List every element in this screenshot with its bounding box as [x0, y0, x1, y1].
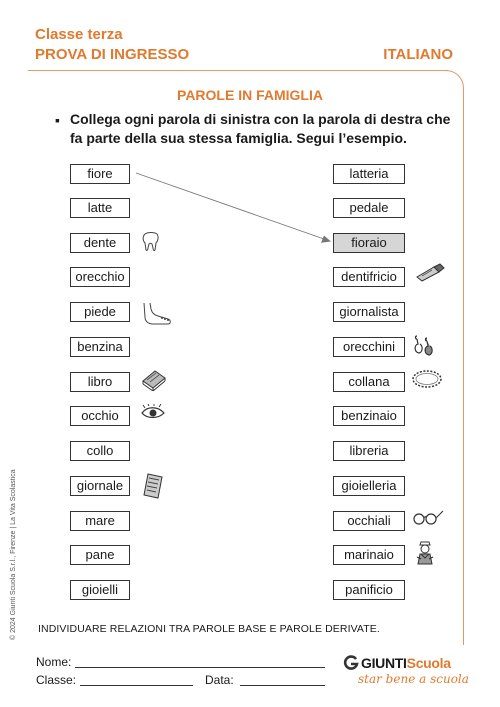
class-label: Classe terza — [35, 26, 123, 43]
right-word-box[interactable]: marinaio — [333, 545, 405, 565]
left-word-box[interactable]: gioielli — [70, 580, 130, 600]
glasses-icon — [411, 508, 445, 526]
right-word-box[interactable]: occhiali — [333, 511, 405, 531]
left-word-box[interactable]: occhio — [70, 406, 130, 426]
class-field-label: Classe: — [36, 673, 77, 687]
books-icon — [141, 369, 167, 391]
right-word-box[interactable]: collana — [333, 372, 405, 392]
eye-icon — [141, 404, 165, 422]
right-word-box[interactable]: libreria — [333, 441, 405, 461]
date-label: Data: — [205, 673, 234, 687]
necklace-icon — [410, 369, 444, 391]
toothpaste-icon — [414, 263, 446, 283]
newspaper-icon — [142, 473, 164, 499]
right-word-box[interactable]: latteria — [333, 164, 405, 184]
brand-logo — [361, 655, 451, 671]
instruction-text: Collega ogni parola di sinistra con la parola di destra che fa parte della sua stessa famiglia. Segui l’esempio. — [70, 111, 451, 146]
left-word-box[interactable]: latte — [70, 198, 130, 218]
class-field[interactable] — [80, 685, 193, 686]
right-word-box[interactable]: pedale — [333, 198, 405, 218]
earrings-icon — [412, 334, 436, 358]
brand-tagline: star bene a scuola — [358, 672, 469, 686]
section-title: PAROLE IN FAMIGLIA — [177, 87, 323, 103]
foot-icon — [140, 301, 172, 327]
left-word-box[interactable]: collo — [70, 441, 130, 461]
right-word-box[interactable]: benzinaio — [333, 406, 405, 426]
name-label: Nome: — [36, 655, 72, 669]
tooth-icon — [142, 232, 160, 252]
copyright-text: © 2024 Giunti Scuola S.r.l., Firenze | La Vita Scolastica — [10, 469, 17, 640]
right-word-box[interactable]: orecchini — [333, 337, 405, 357]
right-word-box[interactable]: giornalista — [333, 302, 405, 322]
name-field[interactable] — [75, 667, 325, 668]
date-field[interactable] — [240, 685, 325, 686]
instruction-bullet: ▪ — [55, 112, 60, 128]
left-word-box[interactable]: benzina — [70, 337, 130, 357]
right-word-box[interactable]: dentifricio — [333, 267, 405, 287]
left-word-box[interactable]: giornale — [70, 476, 130, 496]
left-word-box[interactable]: fiore — [70, 164, 130, 184]
right-word-box[interactable]: gioielleria — [333, 476, 405, 496]
left-word-box[interactable]: piede — [70, 302, 130, 322]
test-label: PROVA DI INGRESSO — [35, 46, 190, 63]
left-word-box[interactable]: dente — [70, 233, 130, 253]
right-word-box[interactable]: fioraio — [333, 233, 405, 253]
left-word-box[interactable]: pane — [70, 545, 130, 565]
footer-note: INDIVIDUARE RELAZIONI TRA PAROLE BASE E PAROLE DERIVATE. — [38, 623, 380, 635]
subject-label: ITALIANO — [383, 46, 453, 63]
left-word-box[interactable]: libro — [70, 372, 130, 392]
brand-accent: Scuola — [406, 655, 451, 671]
left-word-box[interactable]: mare — [70, 511, 130, 531]
left-word-box[interactable]: orecchio — [70, 267, 130, 287]
brand-main: GIUNTI — [361, 655, 407, 671]
sailor-icon — [414, 540, 436, 566]
giunti-logo-icon — [343, 655, 359, 671]
right-word-box[interactable]: panificio — [333, 580, 405, 600]
